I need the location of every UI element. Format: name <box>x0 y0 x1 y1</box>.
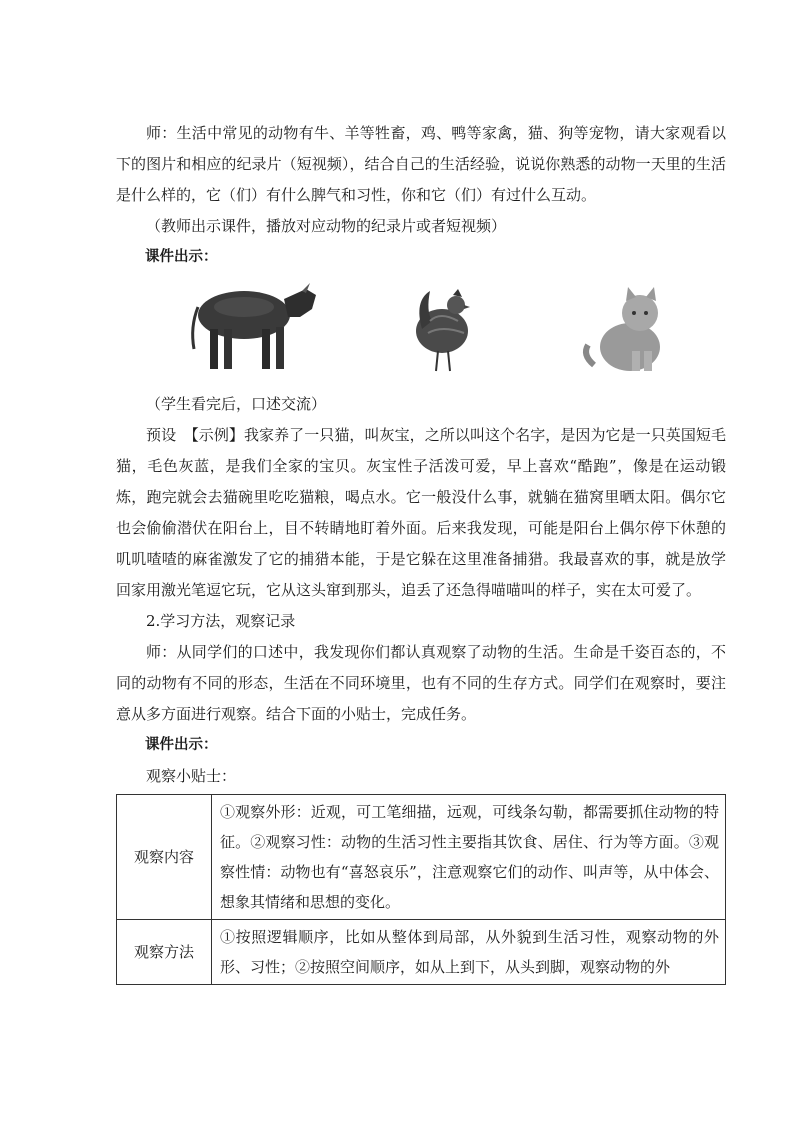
courseware-label: 课件出示： <box>145 249 218 265</box>
cat-image <box>578 285 678 375</box>
row-body-content: ①观察外形：近观，可工笔细描，远观，可线条勾勒，都需要抓住动物的特征。②观察习性：动物的生活习性主要指其饮食、居住、行为等方面。③观察性情：动物也有“喜怒哀乐”，注意观察它们的动作、叫声等，从中体会、想象其情绪和思想的变化。 <box>212 795 726 920</box>
section-heading: 2.学习方法，观察记录 <box>146 612 296 630</box>
teacher-method-paragraph: 师：从同学们的口述中，我发现你们都认真观察了动物的生活。生命是千姿百态的，不同的动物有不同的形态，生活在不同环境里，也有不同的生存方式。同学们在观察时，要注意从多方面进行观察。结合下面的小贴士，完成任务。 <box>116 643 726 723</box>
teacher-intro-paragraph: 师：生活中常见的动物有牛、羊等牲畜，鸡、鸭等家禽，猫、狗等宠物，请大家观看以下的图片和相应的纪录片（短视频），结合自己的生活经验，说说你熟悉的动物一天里的生活是什么样的，它（们）有什么脾气和习性，你和它（们）有过什么互动。 <box>116 124 726 204</box>
table-row <box>117 795 726 920</box>
hen-image <box>410 281 472 375</box>
table-row <box>117 920 726 985</box>
tips-table <box>116 794 726 985</box>
courseware-label-2: 课件出示： <box>145 737 218 753</box>
row-head-method: 观察方法 <box>117 920 212 985</box>
example-paragraph: 预设 【示例】我家养了一只猫，叫灰宝，之所以叫这个名字，是因为它是一只英国短毛猫，毛色灰蓝，是我们全家的宝贝。灰宝性子活泼可爱，早上喜欢“酷跑”，像是在运动锻炼，跑完就会去猫碗里吃吃猫粮，喝点水。它一般没什么事，就躺在猫窝里晒太阳。偶尔它也会偷偷潜伏在阳台上，目不转睛地盯着外面。后来我发现，可能是阳台上偶尔停下休憩的叽叽喳喳的麻雀激发了它的捕猎本能，于是它躲在这里准备捕猎。我最喜欢的事，就是放学回家用激光笔逗它玩，它从这头窜到那头，追丢了还急得喵喵叫的样子，实在太可爱了。 <box>116 426 726 599</box>
row-body-method: ①按照逻辑顺序，比如从整体到局部，从外貌到生活习性，观察动物的外形、习性；②按照空间顺序，如从上到下，从头到脚，观察动物的外 <box>212 920 726 985</box>
cow-image <box>184 277 320 375</box>
teacher-action-paragraph: （教师出示课件，播放对应动物的纪录片或者短视频） <box>146 217 507 235</box>
student-note: （学生看完后，口述交流） <box>146 395 327 413</box>
row-head-content: 观察内容 <box>117 795 212 920</box>
document-page <box>116 118 726 985</box>
animal-images <box>116 277 726 389</box>
tips-title: 观察小贴士： <box>146 767 237 785</box>
